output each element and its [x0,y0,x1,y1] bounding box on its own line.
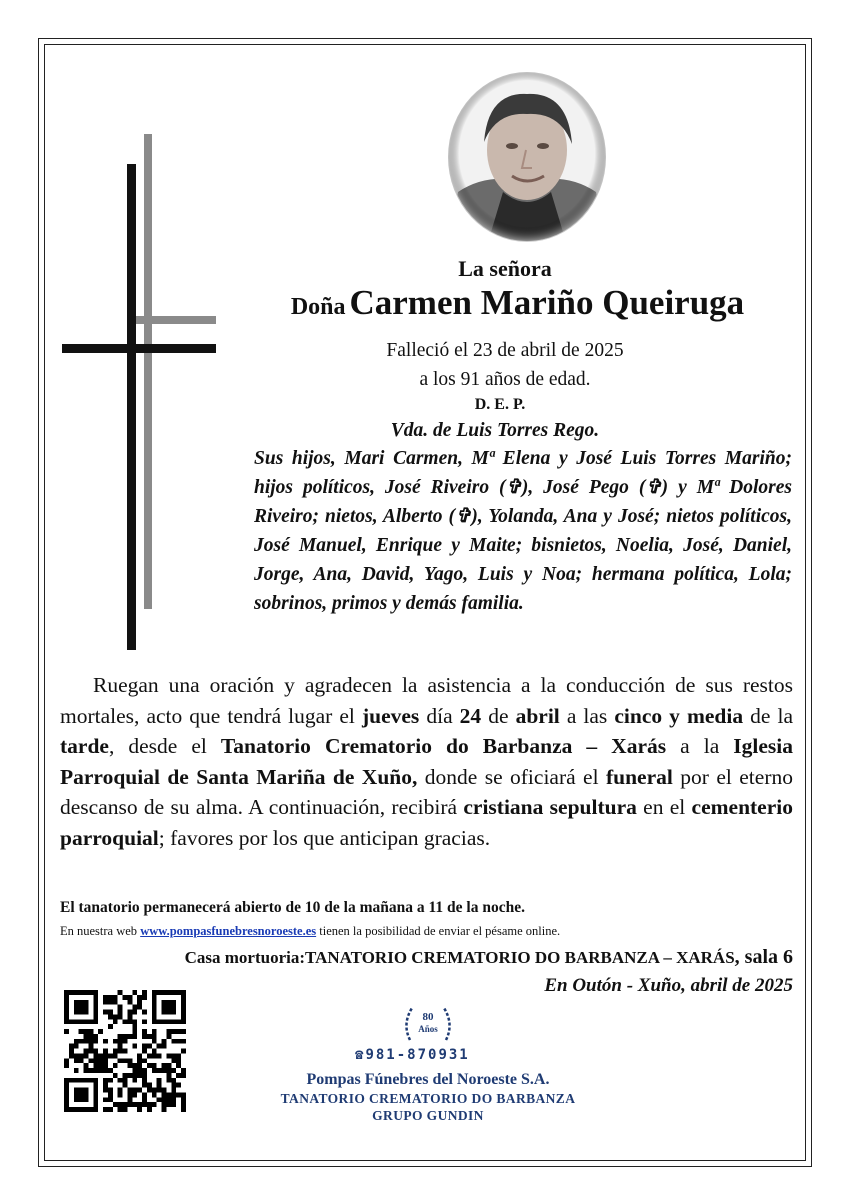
announcement-segment: cristiana sepultura [463,795,637,819]
announcement-segment: 24 [459,703,482,728]
announcement-segment: a las [559,703,615,728]
phone-icon: ☎ [355,1047,366,1063]
web-note [60,924,560,939]
announcement-segment: donde se oficiará el [417,764,606,789]
announcement-segment: de [481,703,516,728]
emblem-label: Años [418,1024,438,1034]
announcement-segment: Ruegan una oración y agradecen la asistencia a la conducción de sus restos mortales, acto que tendrá lugar el [60,673,793,728]
web-note-prefix: En nuestra web [60,924,141,938]
tanatorio-hours: El tanatorio permanecerá abierto de 10 de la mañana a 11 de la noche. [60,899,525,916]
announcement-segment: abril [515,703,560,728]
place-date: En Outón - Xuño, abril de 2025 [544,975,793,996]
rip-text: D. E. P. [474,396,526,413]
announcement-segment: de la [743,703,793,728]
deceased-name [240,283,795,323]
announcement-segment: ; favores por los que anticipan gracias. [158,825,491,850]
announcement-segment: Iglesia Parroquial de Santa Mariña de Xuño, [60,734,794,789]
qr-code[interactable] [62,990,188,1112]
casa-place: TANATORIO CREMATORIO DO BARBANZA – XARÁS [305,948,735,967]
portrait-photo [448,72,606,242]
announcement-segment: cinco y media [614,703,744,728]
emblem-number: 80 [422,1011,434,1023]
announcement-segment: tarde [60,734,109,758]
announcement-segment: jueves [361,703,420,728]
widow-of: Vda. de Luis Torres Rego. [390,420,600,441]
company-name: Pompas Fúnebres del Noroeste S.A. [306,1071,550,1088]
casa-mortuoria [76,946,793,969]
title-senora: La señora [458,256,552,281]
announcement-segment: a la [666,734,734,758]
casa-sala: , sala 6 [734,946,793,968]
company-tanatorio: TANATORIO CREMATORIO DO BARBANZA [280,1091,576,1106]
announcement-segment: en el [636,795,692,819]
announcement-segment: día [419,703,460,728]
announcement-segment: funeral [605,764,673,789]
announcement-segment: cementerio parroquial [60,795,793,850]
announcement-segment: por el eterno descanso de su alma. A continuación, recibirá [60,764,793,819]
funeral-announcement [60,670,793,853]
phone-number[interactable] [355,1047,470,1063]
company-group: GRUPO GUNDIN [372,1108,484,1123]
cross-icon [60,130,220,655]
announcement-segment: , desde el [108,734,221,758]
website-link[interactable]: www.pompasfunebresnoroeste.es [140,924,317,938]
anniversary-emblem-icon [400,1000,456,1048]
web-note-suffix: tienen la posibilidad de enviar el pésame online. [316,924,561,938]
full-name: Carmen Mariño Queiruga [349,283,745,322]
phone-text: 981-870931 [365,1047,470,1063]
honorific: Doña [290,294,346,320]
casa-label: Casa mortuoria: [184,948,306,967]
age-at-death: a los 91 años de edad. [419,369,591,390]
family-list: Sus hijos, Mari Carmen, Mª Elena y José Luis Torres Mariño; hijos políticos, José Riveiro (✞), José Pego (✞) y Mª Dolores Riveiro; nietos, Alberto (✞), Yolanda, Ana y José; nietos políticos, José Manuel, Enrique y Maite; bisnietos, Noelia, José, Daniel, Jorge, Ana, David, Yago, Luis y Noa; hermana política, Lola; sobrinos, primos y demás familia. [254,448,792,614]
announcement-segment: Tanatorio Crematorio do Barbanza – Xarás [220,734,667,758]
death-date: Falleció el 23 de abril de 2025 [386,340,624,361]
